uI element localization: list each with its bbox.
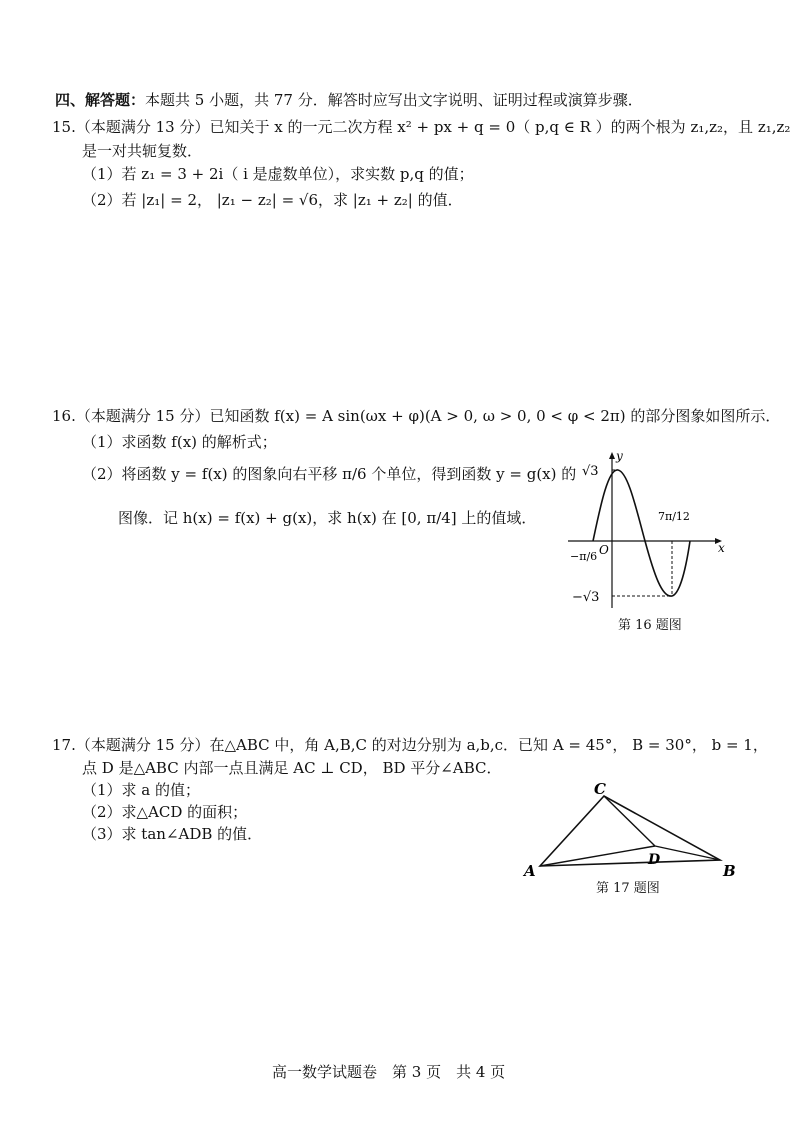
q15-part2: （2）若 |z₁| = 2， |z₁ − z₂| = √6，求 |z₁ + z₂| 的值． [82, 191, 463, 209]
q15-stem-line2: 是一对共轭复数． [82, 142, 203, 160]
x-axis-label: x [718, 541, 725, 555]
q17-part2: （2）求△ACD 的面积； [82, 803, 248, 821]
q16-part2-cont: 图像．记 h(x) = f(x) + g(x)，求 h(x) 在 [0, π/4] 上的值域． [118, 509, 537, 527]
left-intercept-label: −π/6 [570, 550, 598, 563]
sine-curve [593, 470, 690, 596]
q16-sine-graph [560, 448, 740, 618]
section-desc: 本题共 5 小题，共 77 分．解答时应写出文字说明、证明过程或演算步骤． [145, 91, 643, 109]
q15-stem-line1: 15.（本题满分 13 分）已知关于 x 的一元二次方程 x² + px + q = 0（ p,q ∈ R ）的两个根为 z₁,z₂，且 z₁,z₂ [52, 118, 791, 136]
q17-part1: （1）求 a 的值； [82, 781, 201, 799]
q17-stem-line2: 点 D 是△ABC 内部一点且满足 AC ⊥ CD， BD 平分∠ABC． [82, 759, 502, 777]
vertex-b-label: B [723, 862, 736, 880]
q16-part2: （2）将函数 y = f(x) 的图象向右平移 π/6 个单位，得到函数 y = g(x) 的 [82, 465, 577, 483]
origin-label: O [599, 543, 609, 557]
q17-figure-caption: 第 17 题图 [596, 881, 660, 896]
q17-part3: （3）求 tan∠ADB 的值． [82, 825, 263, 843]
section-header [55, 90, 643, 110]
q17-triangle-figure [520, 778, 750, 880]
point-d-label: D [648, 852, 661, 868]
vertex-c-label: C [594, 780, 606, 798]
page-footer: 高一数学试题卷 第 3 页 共 4 页 [272, 1063, 506, 1081]
y-axis-arrow-icon [609, 452, 615, 459]
y-axis-label: y [616, 449, 623, 463]
vertex-a-label: A [524, 862, 536, 880]
segment-cd [604, 796, 655, 846]
right-x-label: 7π/12 [658, 510, 690, 523]
segment-bd [655, 846, 720, 860]
q15-part1: （1）若 z₁ = 3 + 2i（ i 是虚数单位），求实数 p,q 的值； [82, 165, 474, 183]
q16-stem: 16.（本题满分 15 分）已知函数 f(x) = A sin(ωx + φ)(A > 0, ω > 0, 0 < φ < 2π) 的部分图象如图所示． [52, 407, 781, 425]
max-value-label: √3 [582, 464, 599, 479]
q17-stem-line1: 17.（本题满分 15 分）在△ABC 中，角 A,B,C 的对边分别为 a,b,c．已知 A = 45°， B = 30°， b = 1， [52, 736, 768, 754]
section-title: 四、解答题： [55, 91, 146, 109]
q16-figure-caption: 第 16 题图 [618, 618, 682, 633]
min-value-label: −√3 [572, 590, 600, 605]
q16-part1: （1）求函数 f(x) 的解析式； [82, 433, 277, 451]
triangle-abc [540, 796, 720, 866]
